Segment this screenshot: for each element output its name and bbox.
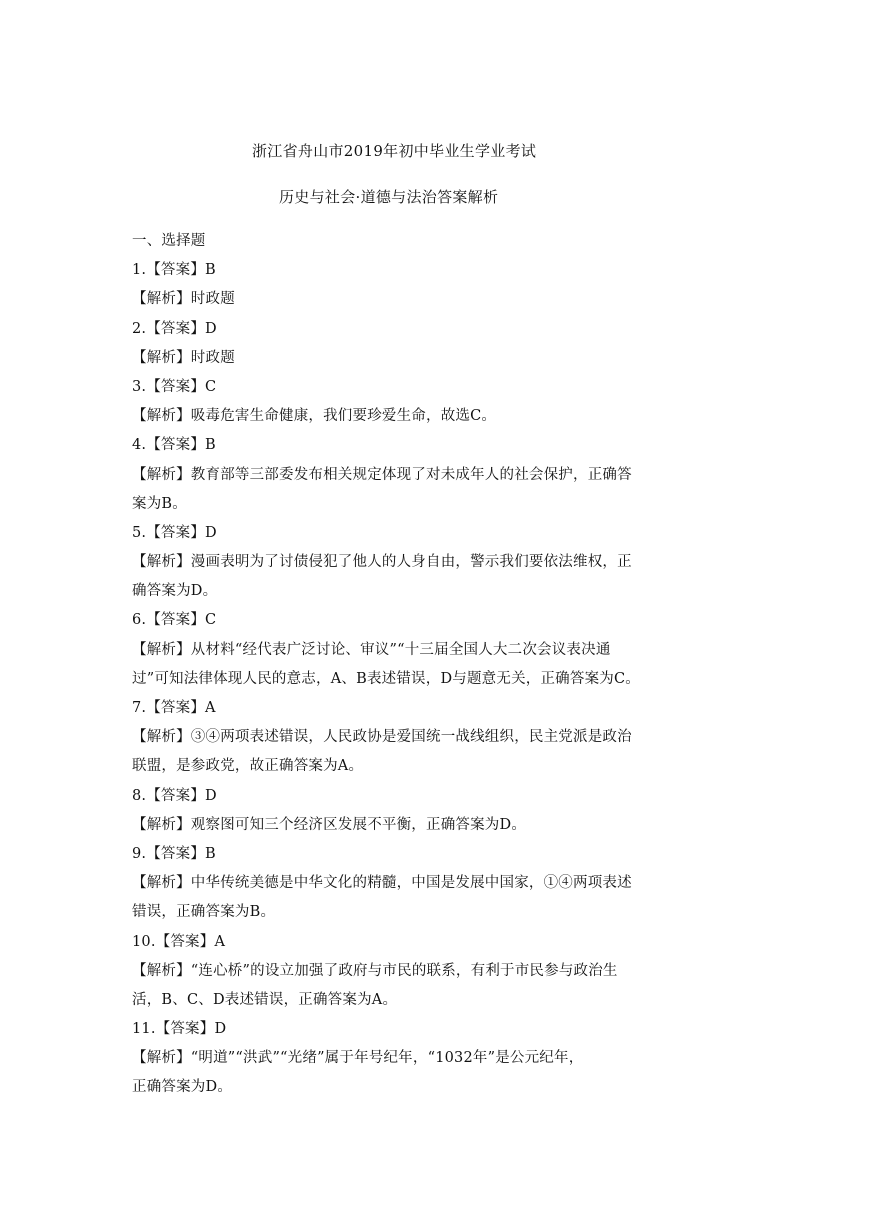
analysis-line-7b: 联盟，是参政党，故正确答案为A。 [132, 758, 364, 775]
answer-line-10: 10.【答案】A [132, 933, 226, 950]
document-subtitle: 历史与社会·道德与法治答案解析 [279, 188, 499, 206]
analysis-line-9b: 错误，正确答案为B。 [132, 904, 276, 921]
analysis-line-3: 【解析】吸毒危害生命健康，我们要珍爱生命，故选C。 [132, 408, 497, 425]
answer-line-4: 4.【答案】B [132, 437, 216, 454]
analysis-line-5b: 确答案为D。 [132, 583, 218, 600]
analysis-line-9a: 【解析】中华传统美德是中华文化的精髓，中国是发展中国家，①④两项表述 [132, 875, 632, 892]
analysis-line-4b: 案为B。 [132, 495, 187, 512]
analysis-line-4a: 【解析】教育部等三部委发布相关规定体现了对未成年人的社会保护，正确答 [132, 466, 632, 483]
document-title: 浙江省舟山市2019年初中毕业生学业考试 [252, 142, 537, 160]
analysis-line-5a: 【解析】漫画表明为了讨债侵犯了他人的人身自由，警示我们要依法维权，正 [132, 554, 632, 571]
answer-line-11: 11.【答案】D [132, 1021, 227, 1038]
analysis-line-6b: 过”可知法律体现人民的意志，A、B表述错误，D与题意无关，正确答案为C。 [132, 670, 640, 687]
answer-line-8: 8.【答案】D [132, 787, 217, 804]
analysis-line-6a: 【解析】从材料“经代表广泛讨论、审议”“十三届全国人大二次会议表决通 [132, 641, 611, 658]
analysis-line-1: 【解析】时政题 [132, 291, 235, 308]
answer-line-6: 6.【答案】C [132, 612, 217, 629]
answer-line-9: 9.【答案】B [132, 845, 216, 862]
answer-line-1: 1.【答案】B [132, 262, 216, 279]
analysis-line-7a: 【解析】③④两项表述错误，人民政协是爱国统一战线组织，民主党派是政治 [132, 729, 632, 746]
analysis-line-10a: 【解析】“连心桥”的设立加强了政府与市民的联系，有利于市民参与政治生 [132, 962, 618, 979]
answer-line-5: 5.【答案】D [132, 524, 217, 541]
answer-line-2: 2.【答案】D [132, 320, 217, 337]
analysis-line-11b: 正确答案为D。 [132, 1079, 233, 1096]
answer-line-3: 3.【答案】C [132, 378, 217, 395]
analysis-line-2: 【解析】时政题 [132, 349, 235, 366]
section-heading: 一、选择题 [132, 233, 206, 249]
analysis-line-8: 【解析】观察图可知三个经济区发展不平衡，正确答案为D。 [132, 816, 527, 833]
document-body [132, 227, 662, 1103]
analysis-line-10b: 活，B、C、D表述错误，正确答案为A。 [132, 991, 398, 1008]
analysis-line-11a: 【解析】“明道”“洪武”“光绪”属于年号纪年，“1032年”是公元纪年， [132, 1050, 584, 1067]
answer-line-7: 7.【答案】A [132, 700, 216, 716]
